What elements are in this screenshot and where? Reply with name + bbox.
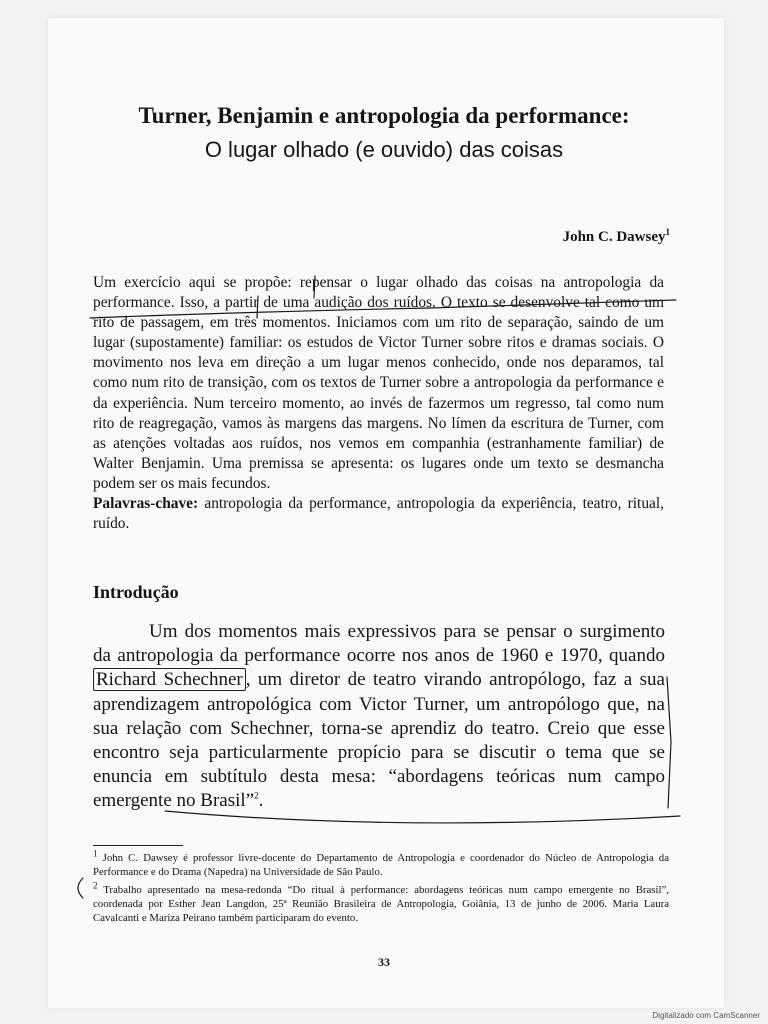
footnote-2-text: Trabalho apresentado na mesa-redonda “Do ritual à performance: abordagens teóricas num campo emergente no Brasil”, coordenada por Esther Jean Langdon, 25ª Reunião Brasileira de Antropologia, Goiânia, 13 de junho de 2006. Maria Laura Cavalcanti e Mariza Peirano também participaram do evento.	[93, 884, 669, 924]
article-title: Turner, Benjamin e antropologia da performance:	[138, 103, 630, 128]
intro-text-2: , um diretor de teatro virando antropólogo, faz a sua aprendizagem antropológica com Victor Turner, um antropólogo que, na sua relação com Schechner, torna-se aprendiz do teatro. Creio que esse encontro seja particularmente propício para se discutir o tema que se enuncia em subtítulo desta mesa:	[93, 669, 665, 788]
intro-quote: “abordagens teóricas num campo emergente no Brasil”	[93, 766, 665, 812]
intro-text-1: Um dos momentos mais expressivos para se pensar o surgimento da antropologia da performance ocorre nos anos de 1960 e 1970, quando	[93, 621, 665, 667]
pen-underline-abstract	[90, 300, 676, 318]
article-subtitle: O lugar olhado (e ouvido) das coisas	[204, 137, 564, 162]
page-number: 33	[378, 955, 390, 969]
scanner-watermark: Digitalizado com CamScanner	[652, 1011, 760, 1020]
pen-footnote-mark	[78, 878, 83, 898]
pen-mark-bracket-2	[257, 296, 258, 318]
footnote-1-number: 1	[93, 848, 98, 859]
footnote-2-number: 2	[93, 880, 98, 891]
pen-mark-bracket-1	[314, 276, 315, 298]
abstract-text: Um exercício aqui se propõe: repensar o lugar olhado das coisas na antropologia da performance. Isso, a partir de uma audição dos ruídos. O texto se desenvolve tal como um rito de passagem, em três momentos. Iniciamos com um rito de separação, saindo de um lugar (supostamente) familiar: os estudos de Victor Turner sobre ritos e dramas sociais. O movimento nos leva em direção a um lugar menos conhecido, onde nos deparamos, tal como num rito de transição, com os textos de Turner sobre a antropologia da performance e da experiência. Num terceiro momento, ao invés de fazermos um regresso, tal como num rito de reagregação, vamos às margens das margens. No límen da escritura de Turner, com as atenções voltadas aos ruídos, nos vemos em companhia (estranhamente familiar) de Walter Benjamin. Uma premissa se apresenta: os lugares onde um texto se desmancha podem ser os mais fecundos.	[93, 274, 664, 492]
author-name: John C. Dawsey	[562, 229, 666, 245]
pen-margin-line	[667, 677, 671, 808]
footnote-ref-2: 2	[254, 791, 259, 802]
keywords-text: antropologia da performance, antropologia da experiência, teatro, ritual, ruído.	[93, 495, 664, 533]
intro-paragraph: Um dos momentos mais expressivos para se pensar o surgimento da antropologia da performance ocorre nos anos de 1960 e 1970, quando Richard Schechner , um diretor de teatro virando antropólogo, faz a sua aprendizagem antropológica com Victor Turner, um antropólogo que, na sua relação com Schechner, torna-se aprendiz do teatro. Creio que esse encontro seja particularmente propício para se discutir o tema que se enuncia em subtítulo desta mesa: “abordagens teóricas num campo emergente no Brasil”$^2$.	[93, 621, 665, 812]
footnote-1-text: John C. Dawsey é professor livre-docente do Departamento de Antropologia e coordenador do Núcleo de Antropologia da Performance e do Drama (Napedra) na Universidade de São Paulo.	[93, 852, 669, 878]
keywords-label: Palavras-chave:	[93, 495, 199, 513]
footnote-ref-1: 1	[665, 227, 670, 237]
pen-underline-quote	[165, 811, 680, 823]
section-heading: Introdução	[93, 582, 179, 602]
boxed-name: Richard Schechner	[93, 668, 246, 691]
